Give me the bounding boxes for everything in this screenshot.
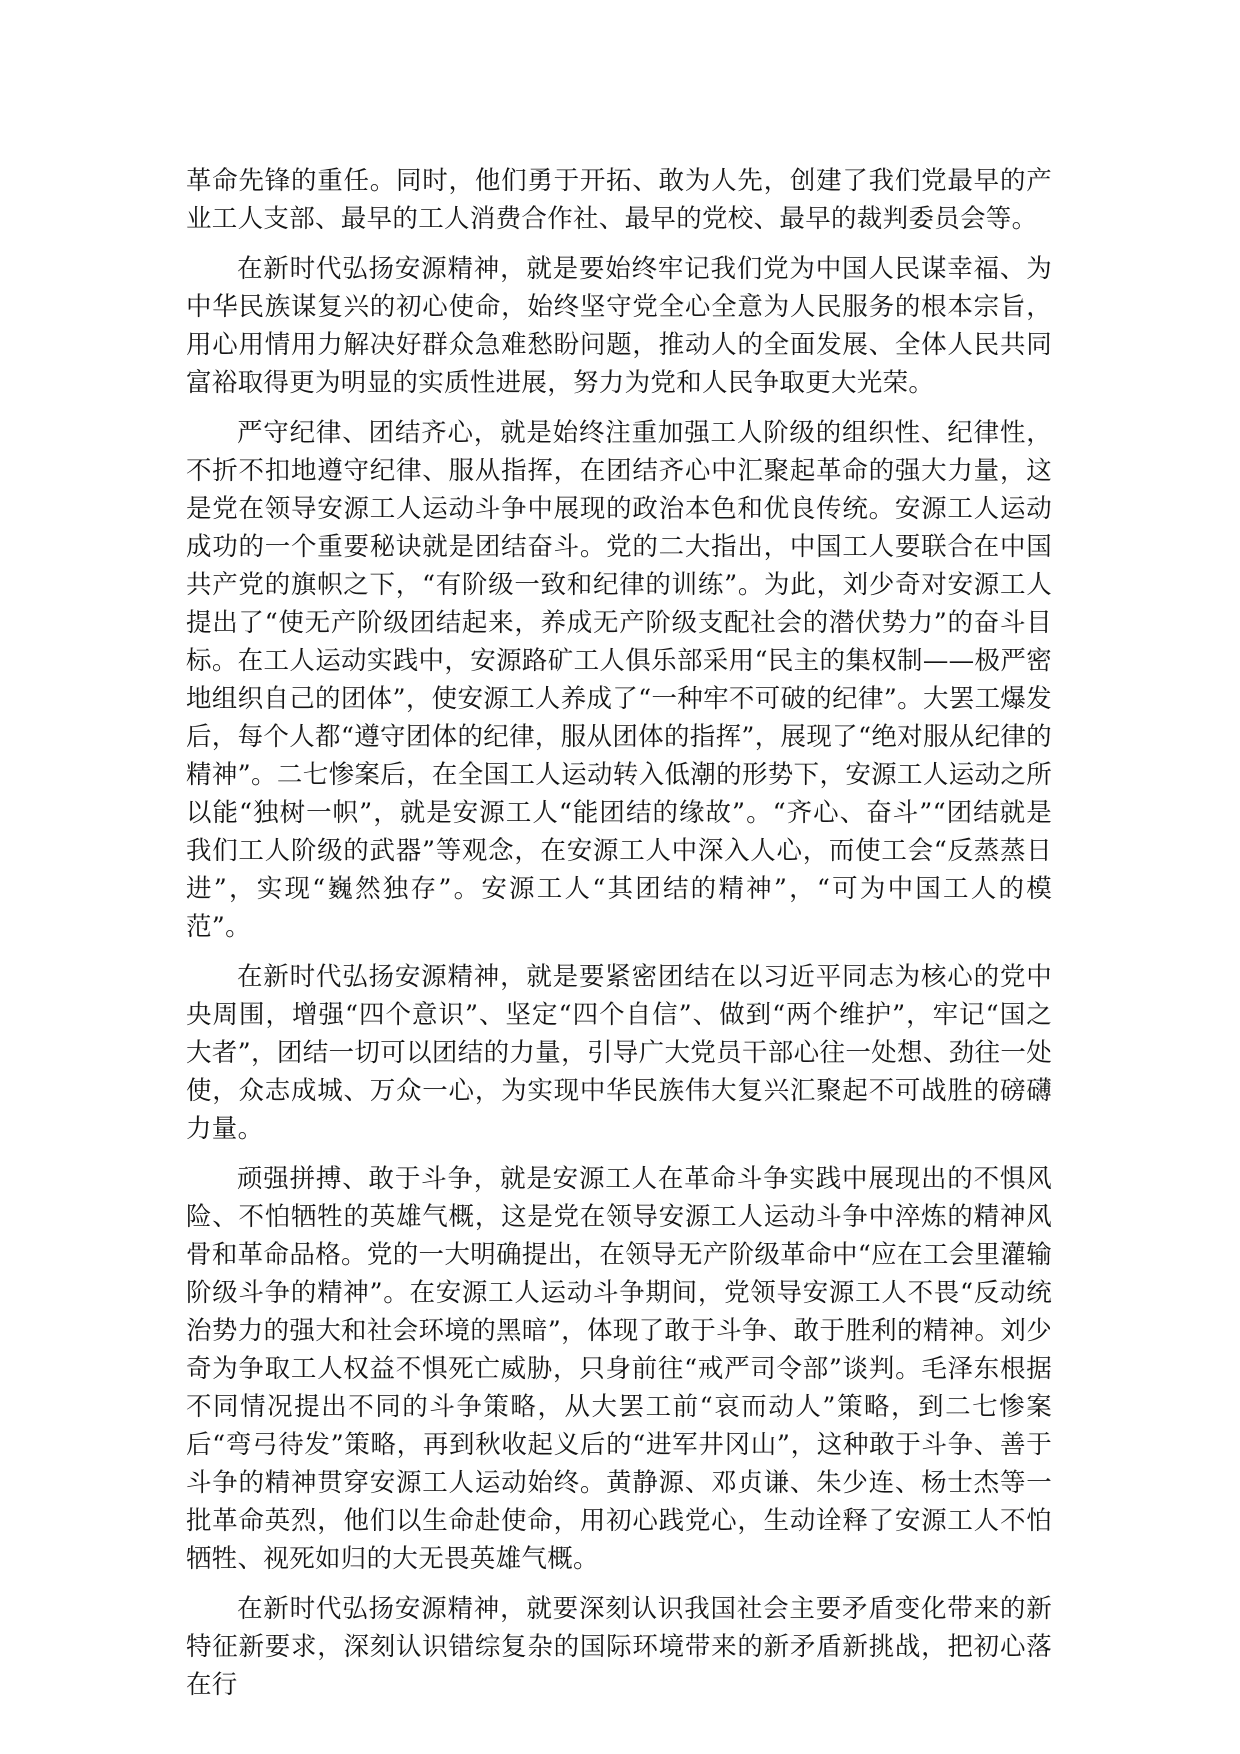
paragraph-5: 顽强拼搏、敢于斗争，就是安源工人在革命斗争实践中展现出的不惧风险、不怕牺牲的英雄气概，这是党在领导安源工人运动斗争中淬炼的精神风骨和革命品格。党的一大明确提出，在领导无产阶级革命中“应在工会里灌输阶级斗争的精神”。在安源工人运动斗争期间，党领导安源工人不畏“反动统治势力的强大和社会环境的黑暗”，体现了敢于斗争、敢于胜利的精神。刘少奇为争取工人权益不惧死亡威胁，只身前往“戒严司令部”谈判。毛泽东根据不同情况提出不同的斗争策略，从大罢工前“哀而动人”策略，到二七惨案后“弯弓待发”策略，再到秋收起义后的“进军井冈山”，这种敢于斗争、善于斗争的精神贯穿安源工人运动始终。黄静源、邓贞谦、朱少连、杨士杰等一批革命英烈，他们以生命赴使命，用初心践党心，生动诠释了安源工人不怕牺牲、视死如归的大无畏英雄气概。 xyxy=(186,1164,1052,1574)
paragraph-6: 在新时代弘扬安源精神，就要深刻认识我国社会主要矛盾变化带来的新特征新要求，深刻认识错综复杂的国际环境带来的新矛盾新挑战，把初心落在行 xyxy=(186,1594,1052,1700)
paragraph-3: 严守纪律、团结齐心，就是始终注重加强工人阶级的组织性、纪律性，不折不扣地遵守纪律、服从指挥，在团结齐心中汇聚起革命的强大力量，这是党在领导安源工人运动斗争中展现的政治本色和优良传统。安源工人运动成功的一个重要秘诀就是团结奋斗。党的二大指出，中国工人要联合在中国共产党的旗帜之下，“有阶级一致和纪律的训练”。为此，刘少奇对安源工人提出了“使无产阶级团结起来，养成无产阶级支配社会的潜伏势力”的奋斗目标。在工人运动实践中，安源路矿工人俱乐部采用“民主的集权制——极严密地组织自己的团体”，使安源工人养成了“一种牢不可破的纪律”。大罢工爆发后，每个人都“遵守团体的纪律，服从团体的指挥”，展现了“绝对服从纪律的精神”。二七惨案后，在全国工人运动转入低潮的形势下，安源工人运动之所以能“独树一帜”，就是安源工人“能团结的缘故”。“齐心、奋斗”“团结就是我们工人阶级的武器”等观念，在安源工人中深入人心，而使工会“反蒸蒸日进”，实现“巍然独存”。安源工人“其团结的精神”，“可为中国工人的模范”。 xyxy=(186,418,1052,942)
paragraph-4: 在新时代弘扬安源精神，就是要紧密团结在以习近平同志为核心的党中央周围，增强“四个意识”、坚定“四个自信”、做到“两个维护”，牢记“国之大者”，团结一切可以团结的力量，引导广大党员干部心往一处想、劲往一处使，众志成城、万众一心，为实现中华民族伟大复兴汇聚起不可战胜的磅礴力量。 xyxy=(186,962,1052,1144)
paragraph-1: 革命先锋的重任。同时，他们勇于开拓、敢为人先，创建了我们党最早的产业工人支部、最早的工人消费合作社、最早的党校、最早的裁判委员会等。 xyxy=(186,166,1052,234)
document-body xyxy=(186,162,1052,1716)
paragraph-2: 在新时代弘扬安源精神，就是要始终牢记我们党为中国人民谋幸福、为中华民族谋复兴的初心使命，始终坚守党全心全意为人民服务的根本宗旨，用心用情用力解决好群众急难愁盼问题，推动人的全面发展、全体人民共同富裕取得更为明显的实质性进展，努力为党和人民争取更大光荣。 xyxy=(186,254,1052,398)
